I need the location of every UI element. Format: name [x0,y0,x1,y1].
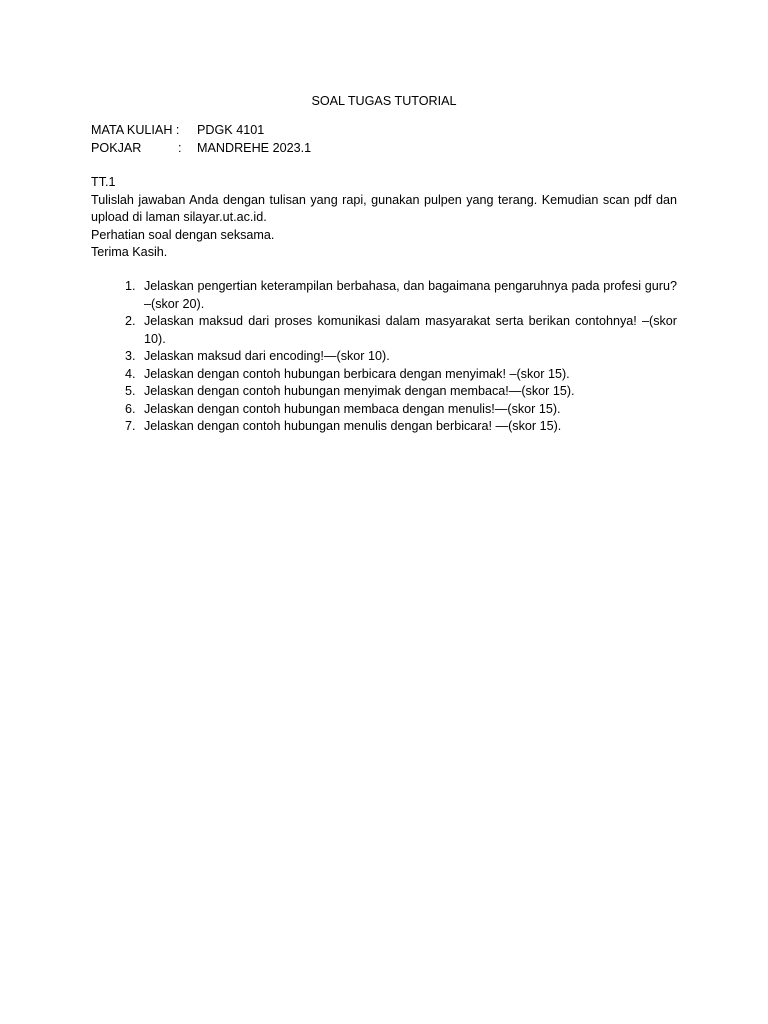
instructions-block [91,174,677,262]
question-number: 5. [125,384,136,398]
instruction-text: Tulislah jawaban Anda dengan tulisan yang rapi, gunakan pulpen yang terang. Kemudian scan pdf dan upload di laman silayar.ut.ac.id. [91,192,677,224]
question-text: Jelaskan maksud dari proses komunikasi dalam masyarakat serta berikan contohnya! –(skor 10). [144,314,677,346]
question-item [91,313,677,348]
pokjar-colon: : [178,141,182,155]
question-item [91,366,677,384]
instruction-note: Perhatian soal dengan seksama. [91,227,275,242]
question-item [91,401,677,419]
question-text: Jelaskan pengertian keterampilan berbahasa, dan bagaimana pengaruhnya pada profesi guru? –(skor 20). [144,279,677,311]
closing-text: Terima Kasih. [91,245,168,259]
question-number: 2. [125,314,136,328]
course-code: PDGK 4101 [197,123,265,137]
question-number: 6. [125,401,136,416]
question-number: 7. [125,419,136,433]
question-text: Jelaskan maksud dari encoding!—(skor 10). [144,349,390,363]
question-item [91,278,677,313]
question-text: Jelaskan dengan contoh hubungan berbicara dengan menyimak! –(skor 15). [144,366,570,381]
question-list [91,278,677,436]
question-text: Jelaskan dengan contoh hubungan menulis dengan berbicara! —(skor 15). [144,419,562,433]
question-item [91,383,677,401]
question-number: 1. [125,279,136,293]
question-number: 4. [125,366,136,381]
course-label: MATA KULIAH : [91,123,180,137]
document-title: SOAL TUGAS TUTORIAL [311,94,457,108]
question-item [91,418,677,436]
question-text: Jelaskan dengan contoh hubungan membaca dengan menulis!—(skor 15). [144,401,561,416]
question-number: 3. [125,349,136,363]
pokjar-value: MANDREHE 2023.1 [197,141,312,155]
section-heading: TT.1 [91,175,116,189]
pokjar-label: POKJAR [91,141,142,155]
question-item [91,348,677,366]
question-text: Jelaskan dengan contoh hubungan menyimak dengan membaca!—(skor 15). [144,384,575,398]
